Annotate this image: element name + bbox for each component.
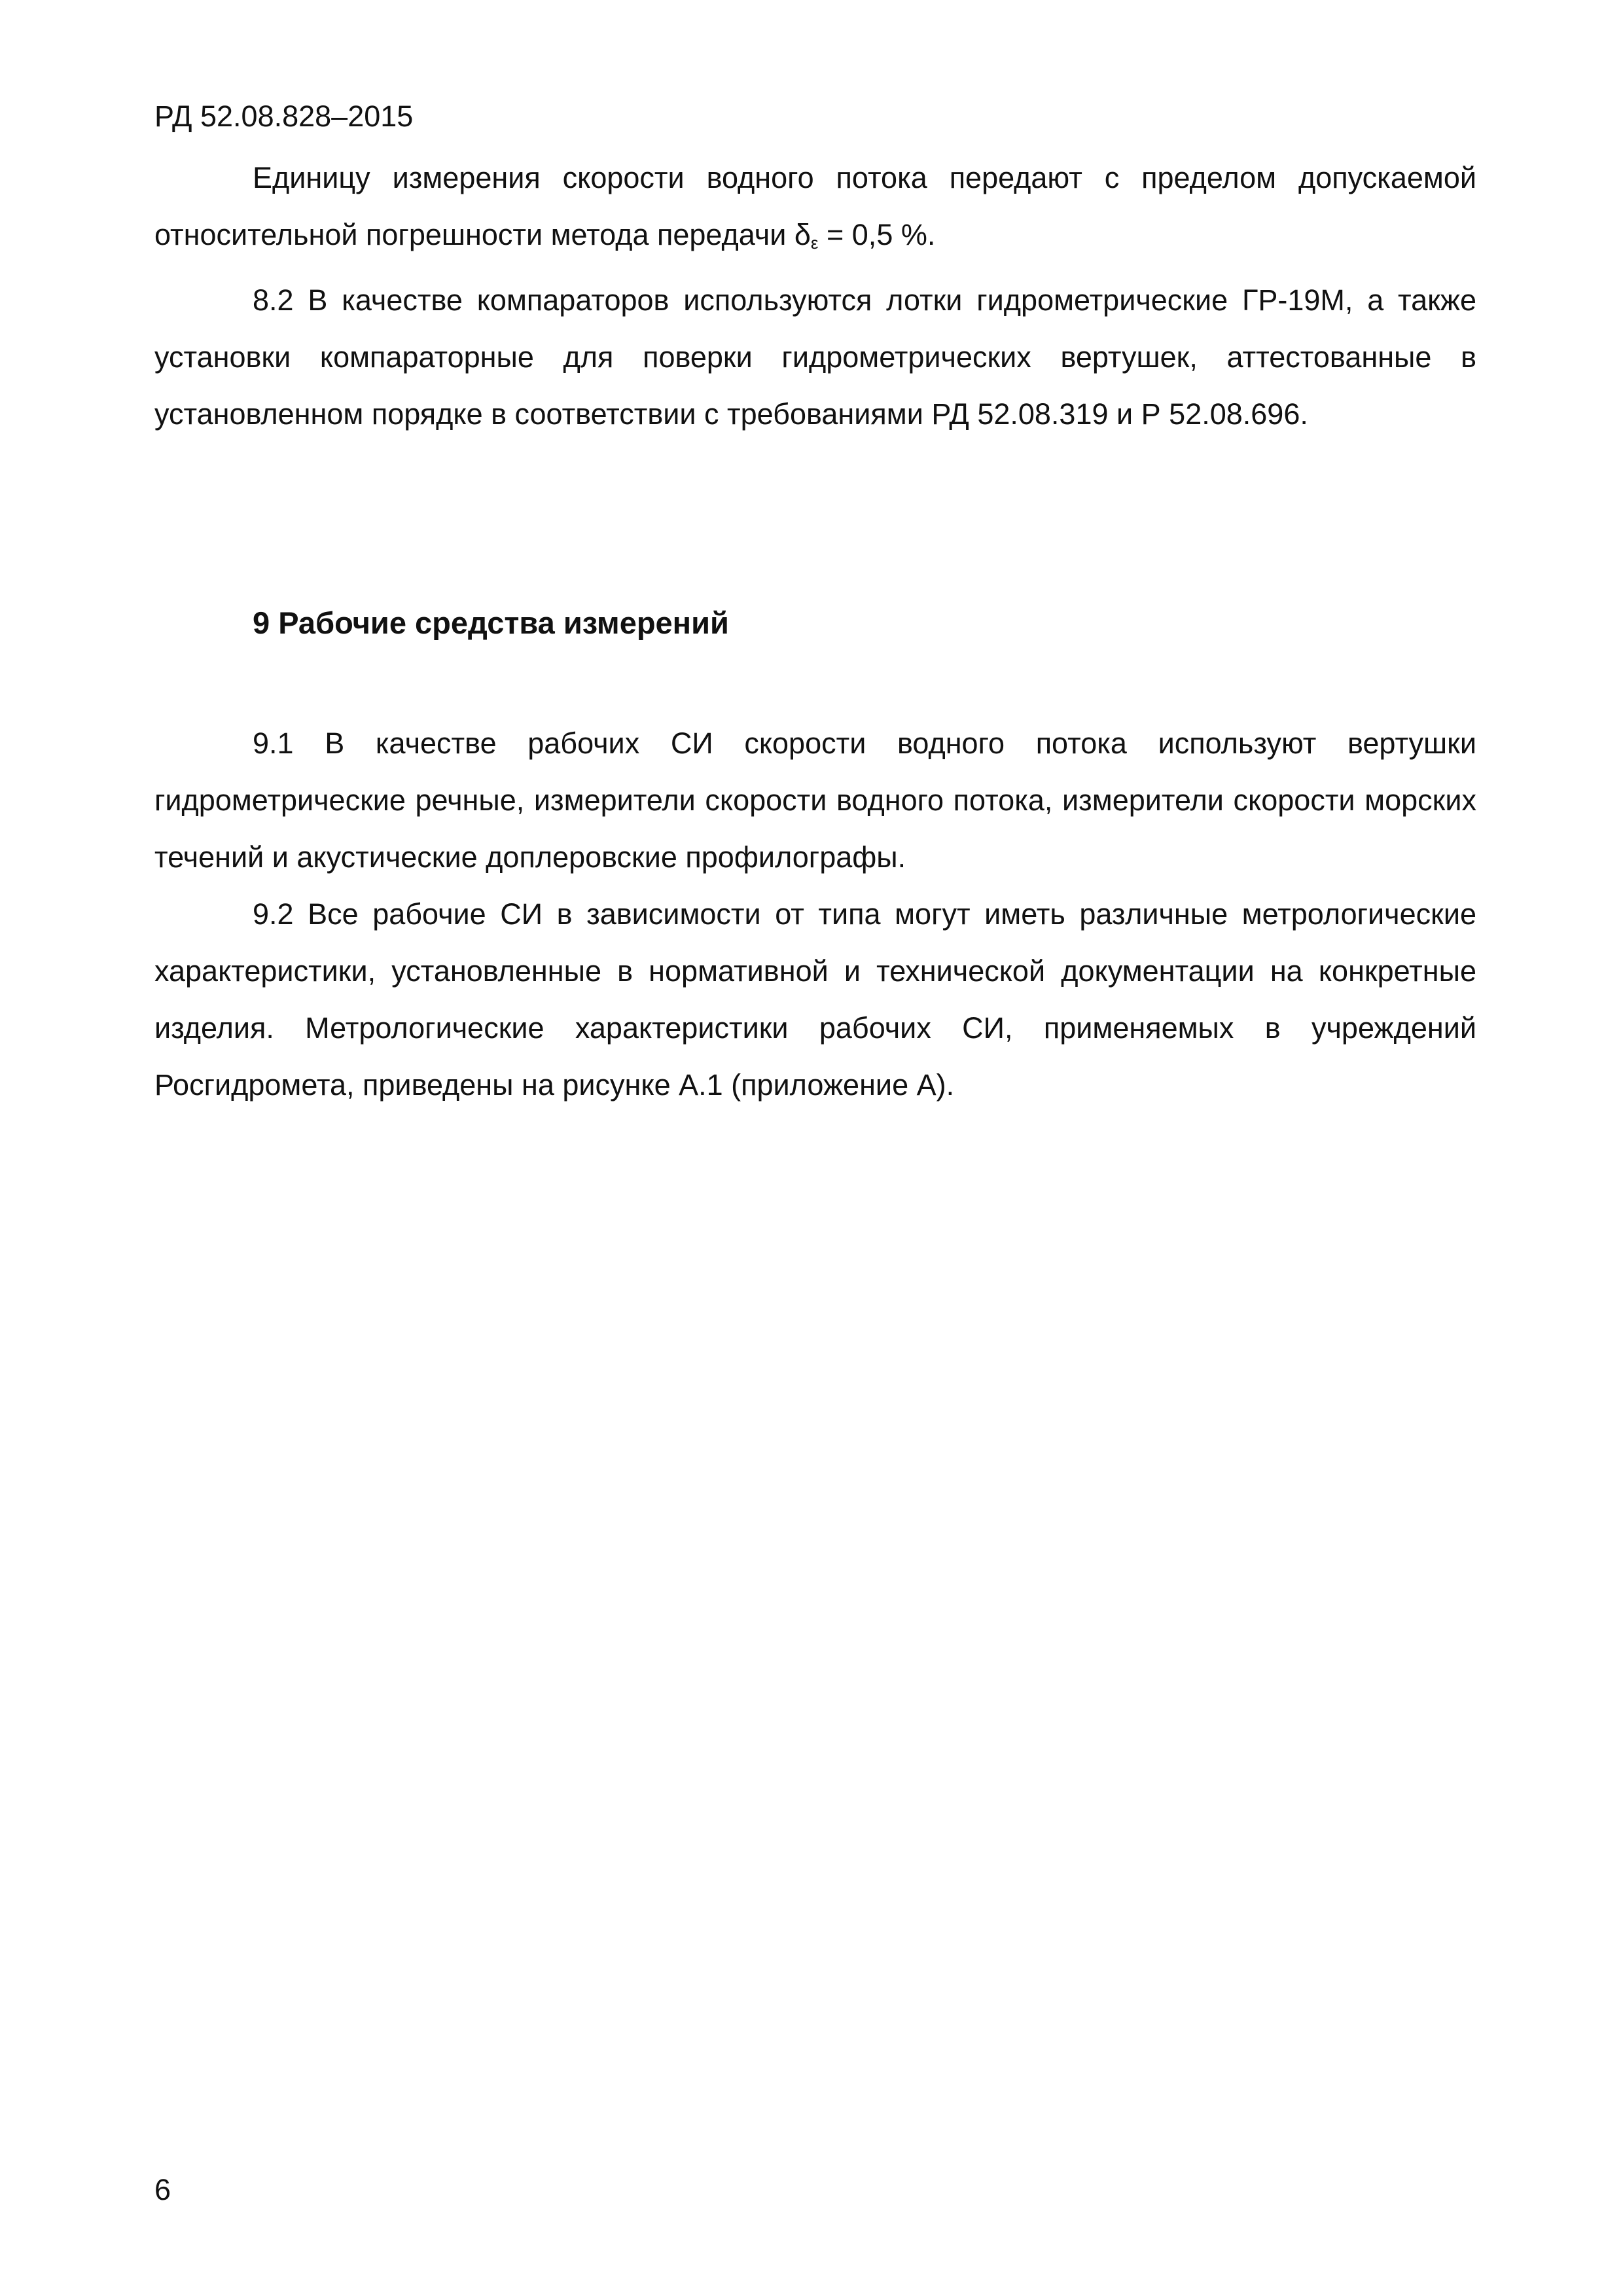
document-code-header: РД 52.08.828–2015 [154,99,414,133]
section-9-heading: 9 Рабочие средства измерений [253,605,729,640]
section-8-text [154,149,1476,442]
epsilon-subscript: ε [810,233,819,253]
page-number: 6 [154,2173,171,2206]
paragraph-transfer-unit [154,149,1476,272]
paragraph-transfer-unit-text: Единицу измерения скорости водного потока передают с пределом допускаемой относительной погрешности метода передачи δ [154,161,1476,251]
paragraph-transfer-unit-value: = 0,5 %. [818,218,936,251]
section-9-text [154,715,1476,1113]
paragraph-9-2: 9.2 Все рабочие СИ в зависимости от типа могут иметь различные метрологические характеристики, установленные в нормативной и технической документации на конкретные изделия. Метрологические характеристики рабочих СИ, применяемых в учреждений Росгидромета, приведены на рисунке А.1 (приложение А). [154,897,1476,1102]
paragraph-9-1: 9.1 В качестве рабочих СИ скорости водного потока используют вертушки гидрометрические речные, измерители скорости водного потока, измерители скорости морских течений и акустические доплеровские профилографы. [154,726,1476,874]
paragraph-8-2: 8.2 В качестве компараторов используются лотки гидрометрические ГР-19М, а также установки компараторные для поверки гидрометрических вертушек, аттестованные в установленном порядке в соответствии с требованиями РД 52.08.319 и Р 52.08.696. [154,283,1476,431]
